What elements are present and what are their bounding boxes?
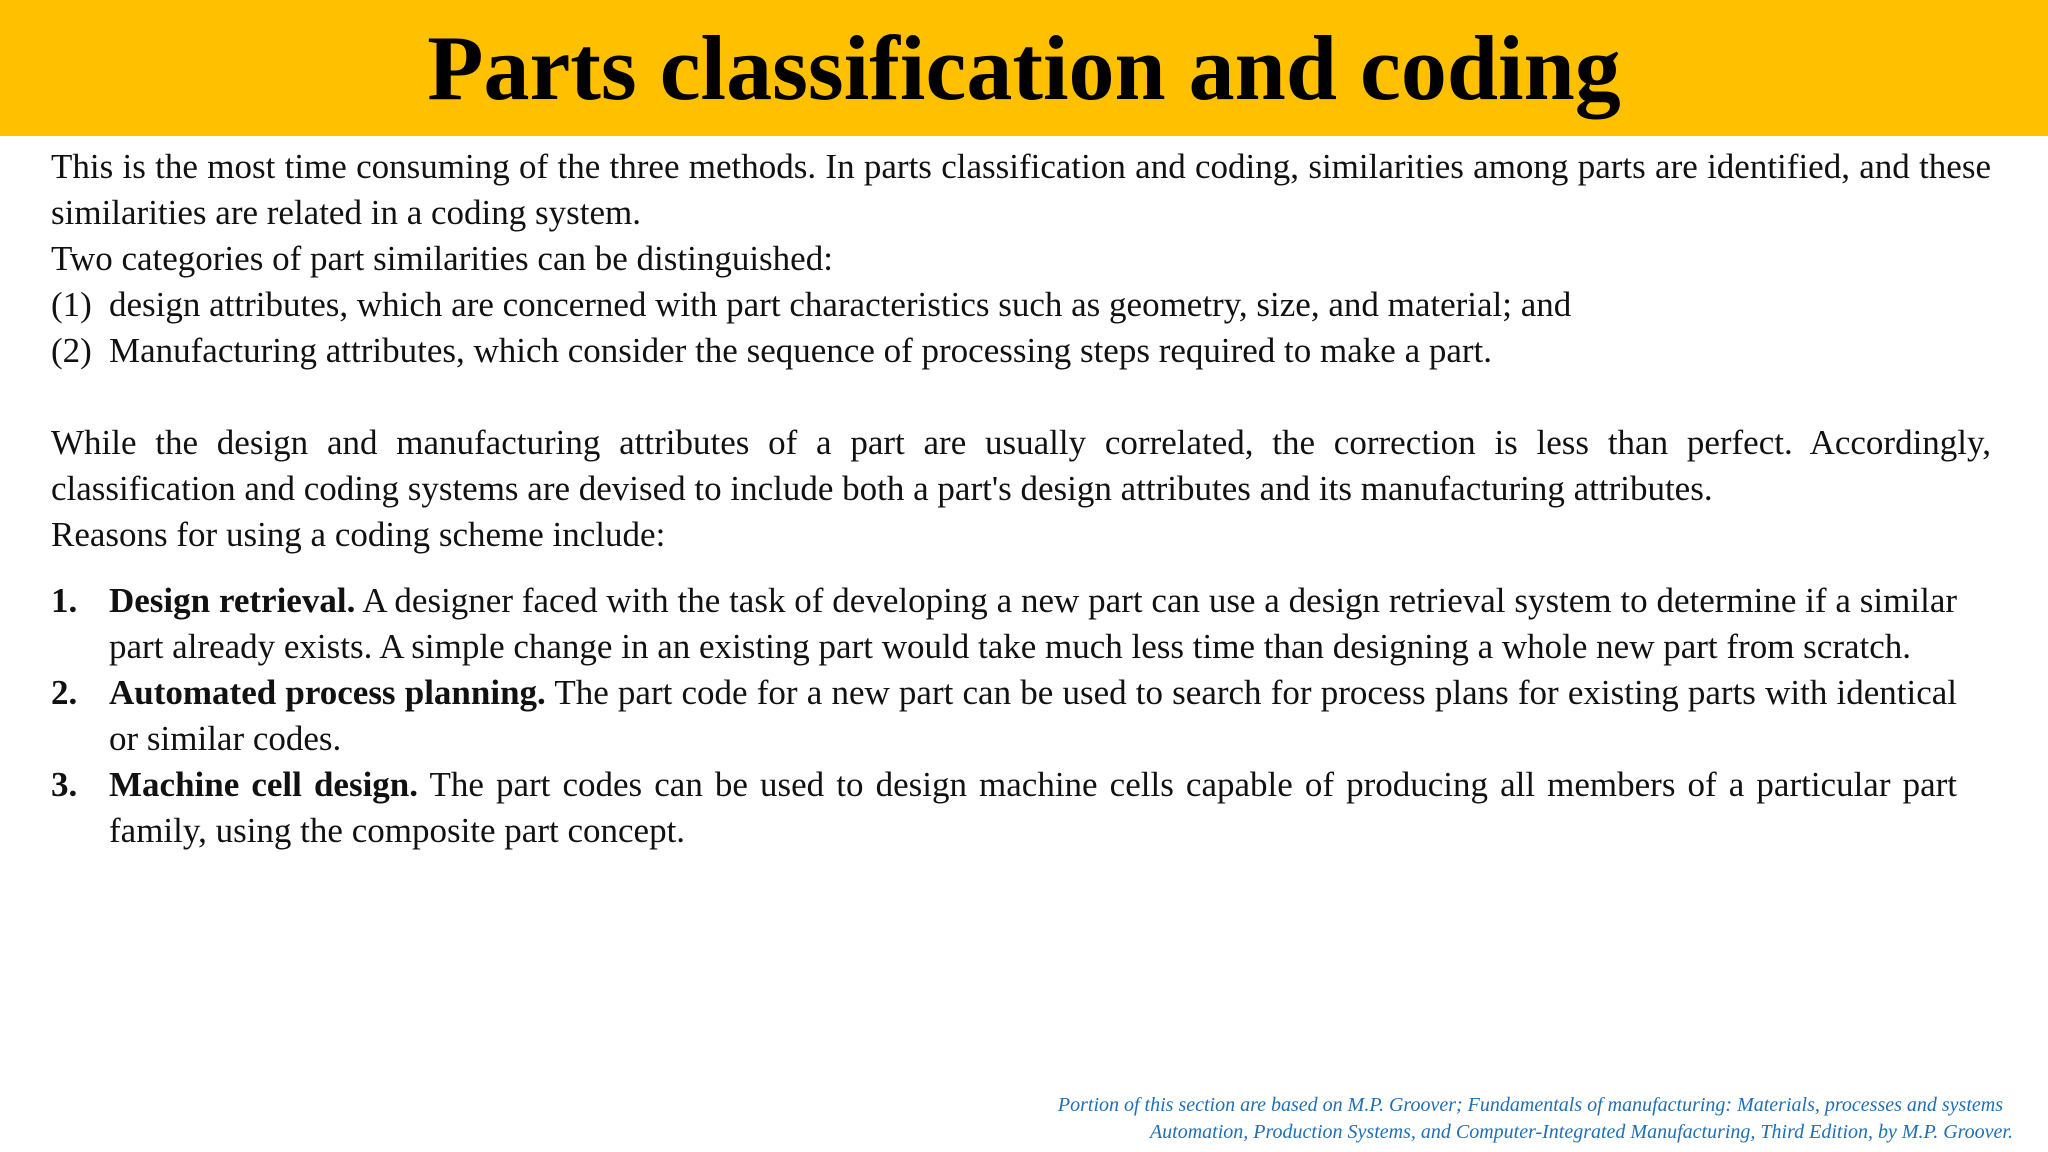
categories-lead: Two categories of part similarities can be distinguished: — [51, 239, 833, 278]
list-item-body — [109, 762, 1957, 854]
list-item-term: Automated process planning. — [109, 673, 546, 712]
citation-line-1: Portion of this section are based on M.P. Groover; Fundamentals of manufacturing: Materials, processes and systems — [1057, 1094, 2003, 1116]
list-item-body — [109, 578, 1957, 670]
intro-paragraph: This is the most time consuming of the three methods. In parts classification and coding, similarities among parts are identified, and these similarities are related in a coding system. — [51, 147, 1991, 232]
list-item-text: design attributes, which are concerned with part characteristics such as geometry, size, and material; and — [109, 285, 1572, 324]
list-item-number: (2) — [51, 331, 92, 370]
slide-title: Parts classification and coding — [427, 17, 1621, 119]
list-item-number: 3. — [51, 765, 78, 804]
source-citation — [1058, 1092, 2013, 1146]
reasons-list — [51, 578, 1957, 854]
categories-list — [51, 282, 1991, 374]
list-item — [51, 670, 1957, 762]
paragraph-spacer — [51, 374, 1991, 420]
list-item-number: 1. — [51, 581, 78, 620]
list-item-body — [109, 670, 1957, 762]
list-item — [51, 578, 1957, 670]
list-item-text: Manufacturing attributes, which consider the sequence of processing steps required to make a part. — [109, 331, 1493, 370]
list-item-term: Design retrieval. — [109, 581, 356, 620]
list-item-text: The part codes can be used to design machine cells capable of producing all members of a particular part family, using the composite part concept. — [109, 765, 1957, 850]
list-item — [51, 762, 1957, 854]
list-item-text: The part code for a new part can be used to search for process plans for existing parts with identical or similar codes. — [109, 673, 1957, 758]
citation-line-2: Automation, Production Systems, and Computer-Integrated Manufacturing, Third Edition, by M.P. Groover. — [1149, 1121, 2013, 1143]
slide-body — [51, 144, 1991, 854]
list-item — [51, 328, 1991, 374]
correlation-paragraph: While the design and manufacturing attributes of a part are usually correlated, the correction is less than perfect. Accordingly, classification and coding systems are devised to include both a part's design attributes and its manufacturing attributes. — [51, 423, 1991, 508]
title-bar — [0, 0, 2048, 136]
list-item — [51, 282, 1991, 328]
list-item-term: Machine cell design. — [109, 765, 419, 804]
list-item-text: A designer faced with the task of developing a new part can use a design retrieval system to determine if a similar part already exists. A simple change in an existing part would take much less time than designing a whole new part from scratch. — [109, 581, 1958, 666]
list-item-number: 2. — [51, 673, 78, 712]
list-item-number: (1) — [51, 285, 92, 324]
reasons-lead: Reasons for using a coding scheme include: — [51, 515, 666, 554]
